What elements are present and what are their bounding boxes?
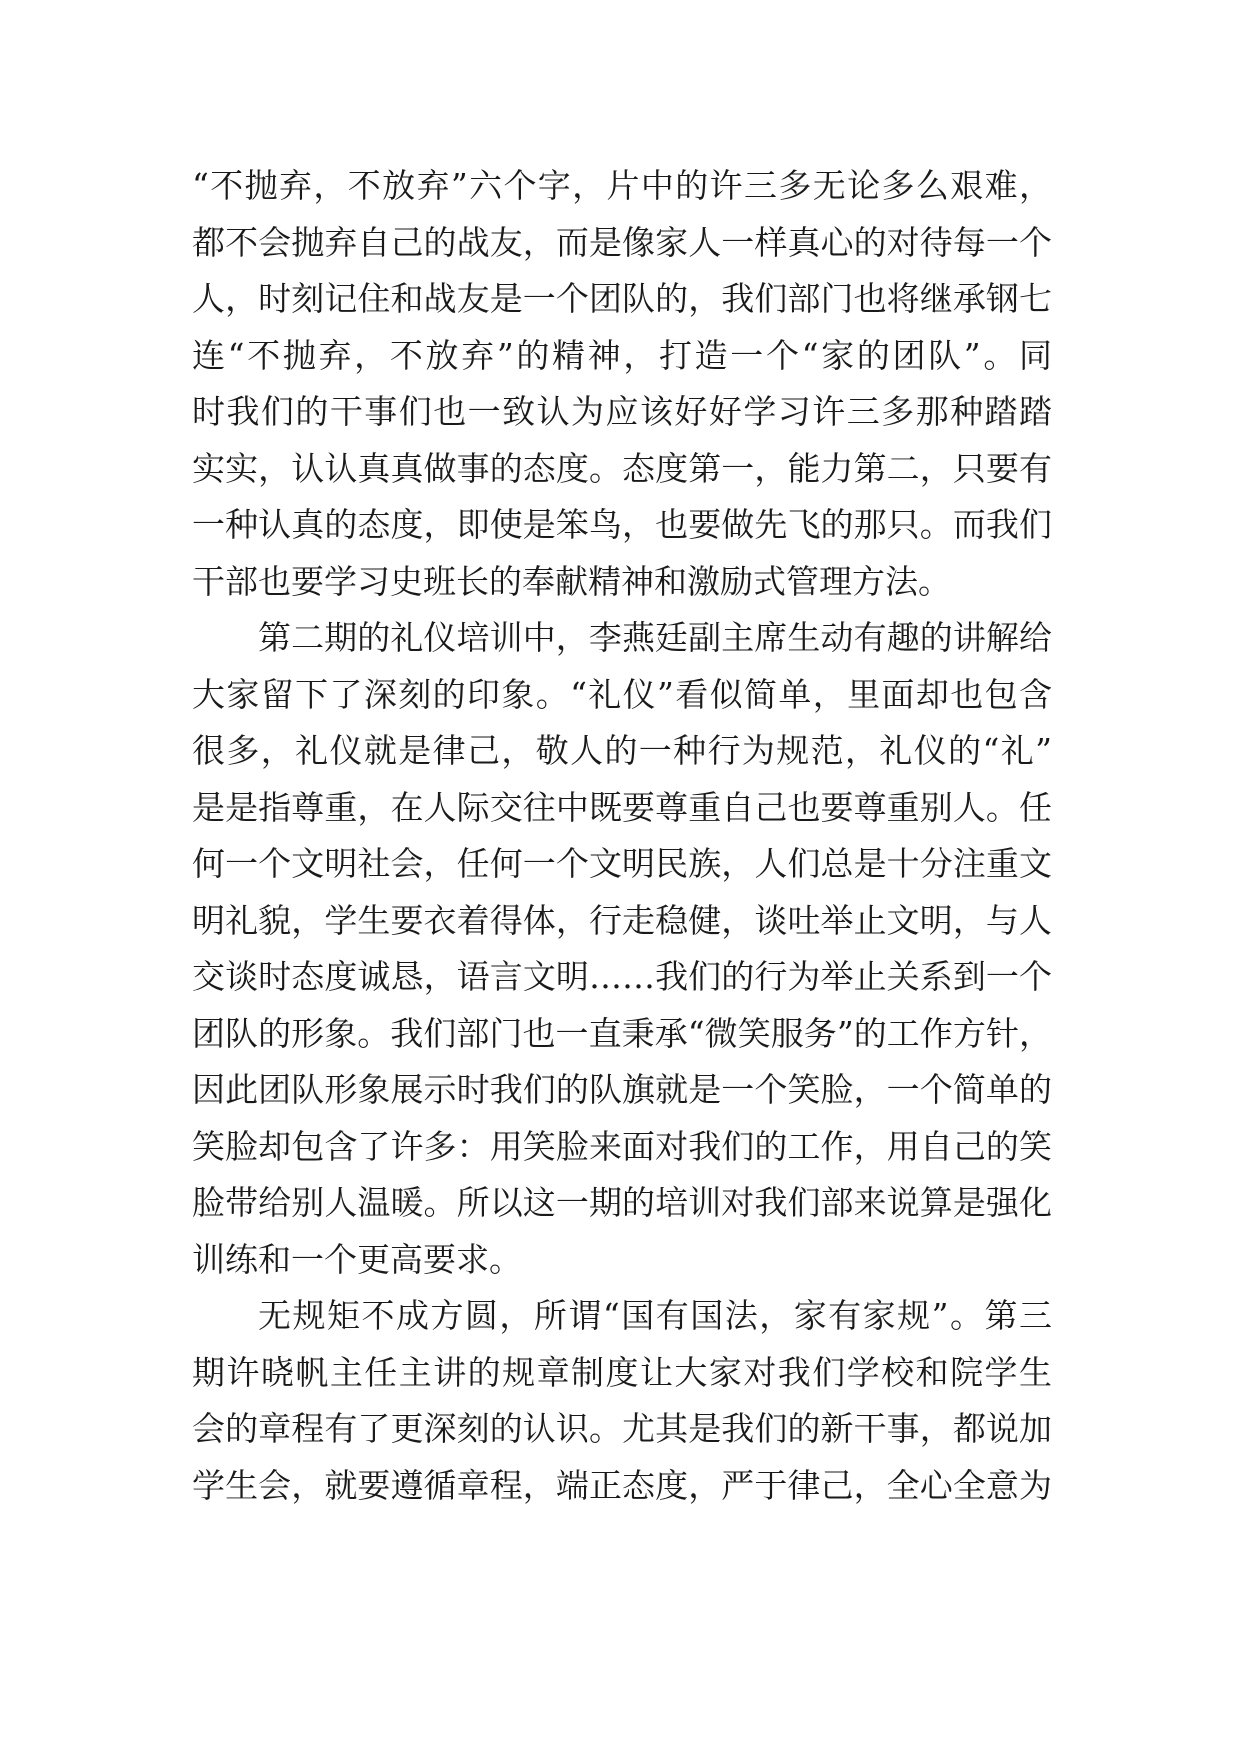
text-line: 期许晓帆主任主讲的规章制度让大家对我们学校和院学生 xyxy=(192,1352,1052,1392)
text-line: 是是指尊重，在人际交往中既要尊重自己也要尊重别人。任 xyxy=(192,787,1052,827)
text-line: 干部也要学习史班长的奉献精神和激励式管理方法。 xyxy=(192,561,951,601)
text-line: 团队的形象。我们部门也一直秉承“微笑服务”的工作方针， xyxy=(192,1013,1052,1053)
text-line: 交谈时态度诚恳，语言文明……我们的行为举止关系到一个 xyxy=(192,957,1052,996)
text-line: “不抛弃，不放弃”六个字，片中的许三多无论多么艰难， xyxy=(192,166,1052,205)
text-line: 一种认真的态度，即使是笨鸟，也要做先飞的那只。而我们 xyxy=(192,505,1052,544)
text-line: 第二期的礼仪培训中，李燕廷副主席生动有趣的讲解给 xyxy=(258,618,1052,657)
text-line: 学生会，就要遵循章程，端正态度，严于律己，全心全意为 xyxy=(192,1465,1052,1505)
text-line: 明礼貌，学生要衣着得体，行走稳健，谈吐举止文明，与人 xyxy=(192,900,1052,940)
text-line: 会的章程有了更深刻的认识。尤其是我们的新干事，都说加 xyxy=(192,1409,1052,1448)
body-text xyxy=(192,158,1052,1514)
text-line: 无规矩不成方圆，所谓“国有国法，家有家规”。第三 xyxy=(258,1296,1052,1335)
text-line: 时我们的干事们也一致认为应该好好学习许三多那种踏踏 xyxy=(192,392,1052,431)
paragraph-2 xyxy=(192,610,1052,1288)
text-line: 笑脸却包含了许多：用笑脸来面对我们的工作，用自己的笑 xyxy=(192,1126,1052,1166)
text-line: 实实，认认真真做事的态度。态度第一，能力第二，只要有 xyxy=(192,448,1052,488)
text-line: 大家留下了深刻的印象。“礼仪”看似简单，里面却也包含 xyxy=(192,674,1052,714)
text-line: 都不会抛弃自己的战友，而是像家人一样真心的对待每一个 xyxy=(192,222,1052,262)
paragraph-3 xyxy=(192,1288,1052,1514)
text-line: 连“不抛弃，不放弃”的精神，打造一个“家的团队”。同 xyxy=(192,335,1052,375)
text-line: 人，时刻记住和战友是一个团队的，我们部门也将继承钢七 xyxy=(192,279,1052,318)
text-line: 因此团队形象展示时我们的队旗就是一个笑脸，一个简单的 xyxy=(192,1070,1052,1109)
text-line: 脸带给别人温暖。所以这一期的培训对我们部来说算是强化 xyxy=(192,1183,1052,1222)
text-line: 训练和一个更高要求。 xyxy=(192,1239,522,1279)
text-line: 很多，礼仪就是律己，敬人的一种行为规范，礼仪的“礼” xyxy=(192,731,1052,770)
paragraph-1 xyxy=(192,158,1052,610)
text-line: 何一个文明社会，任何一个文明民族，人们总是十分注重文 xyxy=(192,844,1052,883)
